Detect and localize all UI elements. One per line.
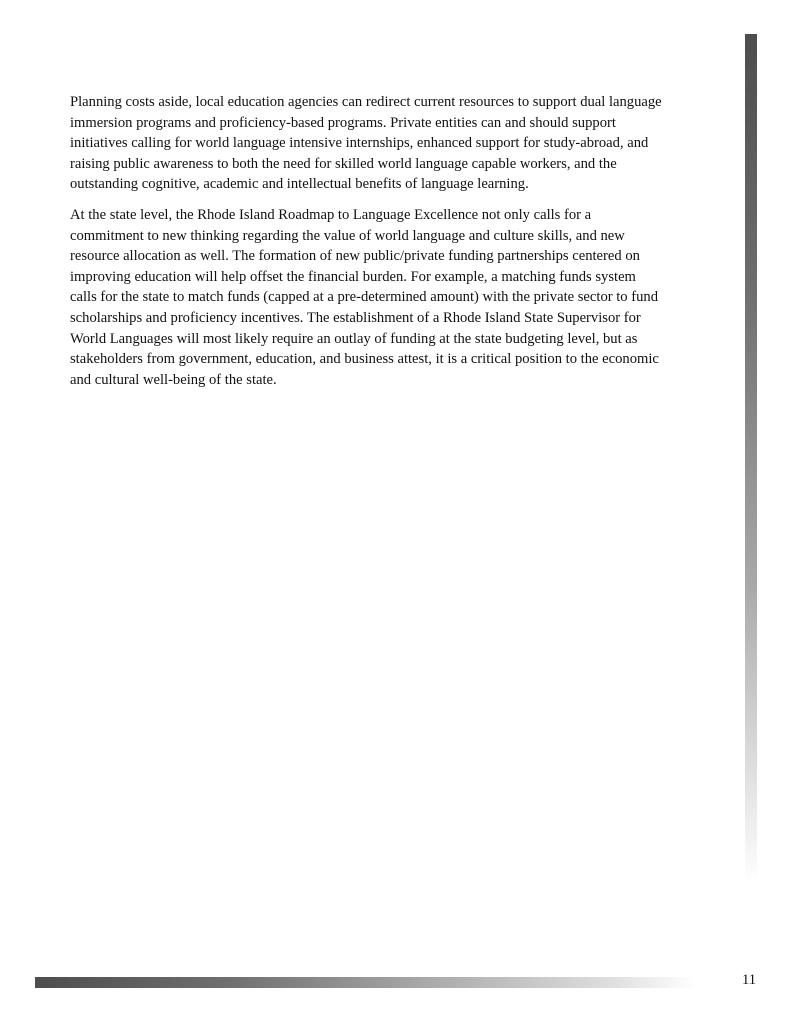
body-text (70, 92, 665, 400)
paragraph-state-level: At the state level, the Rhode Island Roadmap to Language Excellence not only calls for a commitment to new thinking regarding the value of world language and culture skills, and new resource allocation as well. The formation of new public/private funding partnerships centered on improving education will help offset the financial burden. For example, a matching funds system calls for the state to match funds (capped at a pre-determined amount) with the private sector to fund scholarships and proficiency incentives. The establishment of a Rhode Island State Supervisor for World Languages will most likely require an outlay of funding at the state budgeting level, but as stakeholders from government, education, and business attest, it is a critical position to the economic and cultural well-being of the state. (70, 206, 659, 388)
page-number: 11 (742, 972, 757, 988)
side-decorative-bar (745, 34, 757, 884)
paragraph-planning-costs: Planning costs aside, local education agencies can redirect current resources to support dual language immersion programs and proficiency-based programs. Private entities can and should support initiatives calling for world language intensive internships, enhanced support for study-abroad, and raising public awareness to both the need for skilled world language capable workers, and the outstanding cognitive, academic and intellectual benefits of language learning. (70, 94, 662, 193)
footer-decorative-bar (35, 977, 695, 988)
